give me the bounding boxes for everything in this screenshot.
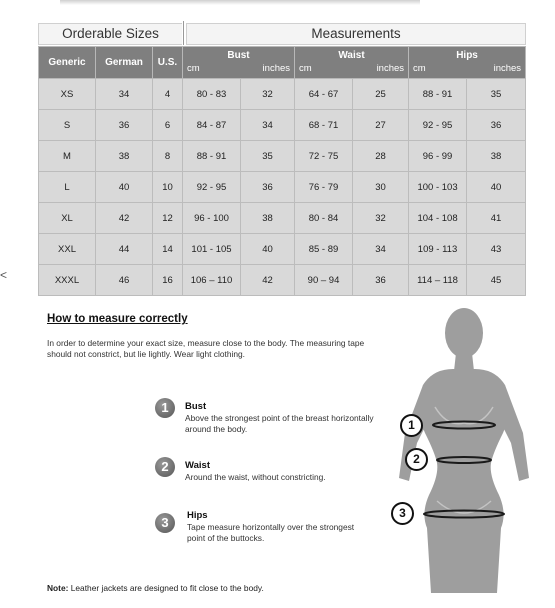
table-cell: 36 [353, 265, 409, 296]
body-silhouette-figure [395, 303, 540, 593]
table-cell: 38 [467, 141, 526, 172]
table-cell: 104 - 108 [409, 203, 467, 234]
table-cell: 16 [153, 265, 183, 296]
table-cell: 88 - 91 [409, 79, 467, 110]
table-cell: 30 [353, 172, 409, 203]
table-cell: 32 [353, 203, 409, 234]
table-cell: S [39, 110, 96, 141]
waist-unit-inches: inches [376, 63, 405, 74]
table-cell: 27 [353, 110, 409, 141]
bust-unit-cm: cm [187, 63, 200, 74]
step-number-3: 3 [155, 513, 175, 533]
table-cell: 92 - 95 [409, 110, 467, 141]
group-header-measurements-label: Measurements [311, 26, 401, 41]
table-cell: 32 [241, 79, 295, 110]
table-cell: 109 - 113 [409, 234, 467, 265]
table-cell: 76 - 79 [295, 172, 353, 203]
cropped-heading-strip [60, 0, 420, 5]
table-cell: 101 - 105 [183, 234, 241, 265]
table-row [39, 265, 526, 296]
table-cell: 84 - 87 [183, 110, 241, 141]
table-cell: 40 [467, 172, 526, 203]
bust-unit-inches: inches [262, 63, 291, 74]
table-cell: M [39, 141, 96, 172]
table-cell: 92 - 95 [183, 172, 241, 203]
header-hips-label: Hips [456, 50, 478, 61]
table-cell: L [39, 172, 96, 203]
table-cell: XS [39, 79, 96, 110]
table-cell: 72 - 75 [295, 141, 353, 172]
header-generic: Generic [39, 47, 96, 79]
step-desc-hips: Tape measure horizontally over the strongest point of the buttocks. [187, 522, 355, 543]
table-cell: 68 - 71 [295, 110, 353, 141]
table-cell: 64 - 67 [295, 79, 353, 110]
step-title-bust: Bust [185, 401, 207, 412]
table-cell: 90 – 94 [295, 265, 353, 296]
note-label: Note: [47, 583, 69, 593]
table-cell: 38 [96, 141, 153, 172]
table-row [39, 141, 526, 172]
table-cell: 36 [96, 110, 153, 141]
table-cell: 96 - 100 [183, 203, 241, 234]
table-cell: 36 [467, 110, 526, 141]
figure-marker-3: 3 [391, 502, 414, 525]
table-cell: 12 [153, 203, 183, 234]
footer-note [47, 583, 264, 593]
header-waist-label: Waist [338, 50, 365, 61]
note-text: Leather jackets are designed to fit close to the body. [68, 583, 264, 593]
header-waist [295, 47, 409, 79]
table-cell: 42 [241, 265, 295, 296]
table-row [39, 172, 526, 203]
header-german: German [96, 47, 153, 79]
side-edge-mark: < [0, 268, 8, 282]
header-bust-label: Bust [227, 50, 250, 61]
table-cell: 4 [153, 79, 183, 110]
table-cell: 80 - 83 [183, 79, 241, 110]
step-desc-bust: Above the strongest point of the breast horizontally around the body. [185, 413, 374, 434]
step-title-hips: Hips [187, 510, 208, 521]
table-cell: 80 - 84 [295, 203, 353, 234]
step-desc-waist: Around the waist, without constricting. [185, 472, 326, 482]
step-title-waist: Waist [185, 460, 210, 471]
table-cell: 45 [467, 265, 526, 296]
table-cell: 35 [467, 79, 526, 110]
table-cell: 40 [96, 172, 153, 203]
table-cell: 34 [353, 234, 409, 265]
size-chart-table [38, 46, 526, 296]
group-header-orderable-label: Orderable Sizes [62, 26, 159, 41]
table-cell: 40 [241, 234, 295, 265]
figure-marker-2: 2 [405, 448, 428, 471]
group-header-measurements [186, 23, 526, 45]
header-hips [409, 47, 526, 79]
table-cell: 44 [96, 234, 153, 265]
howto-intro: In order to determine your exact size, measure close to the body. The measuring tape should not constrict, but lie lightly. Wear light clothing. [47, 338, 365, 359]
table-cell: 14 [153, 234, 183, 265]
table-cell: XXXL [39, 265, 96, 296]
table-cell: 38 [241, 203, 295, 234]
figure-marker-1: 1 [400, 414, 423, 437]
table-cell: 35 [241, 141, 295, 172]
table-cell: 41 [467, 203, 526, 234]
table-cell: 88 - 91 [183, 141, 241, 172]
group-header-orderable-sizes [38, 23, 182, 45]
table-cell: 28 [353, 141, 409, 172]
waist-unit-cm: cm [299, 63, 312, 74]
table-cell: 85 - 89 [295, 234, 353, 265]
table-row [39, 79, 526, 110]
table-cell: 42 [96, 203, 153, 234]
table-cell: 34 [96, 79, 153, 110]
table-cell: 34 [241, 110, 295, 141]
hips-unit-inches: inches [493, 63, 522, 74]
header-bust [183, 47, 295, 79]
table-cell: 46 [96, 265, 153, 296]
table-cell: 106 – 110 [183, 265, 241, 296]
table-cell: XXL [39, 234, 96, 265]
group-header-divider [183, 21, 184, 45]
table-cell: 96 - 99 [409, 141, 467, 172]
step-number-2: 2 [155, 457, 175, 477]
step-number-1: 1 [155, 398, 175, 418]
table-header-row [39, 47, 526, 79]
hips-unit-cm: cm [413, 63, 426, 74]
table-cell: 100 - 103 [409, 172, 467, 203]
table-cell: 36 [241, 172, 295, 203]
table-row [39, 110, 526, 141]
header-us: U.S. [153, 47, 183, 79]
howto-title: How to measure correctly [47, 313, 188, 325]
table-row [39, 203, 526, 234]
table-cell: XL [39, 203, 96, 234]
table-cell: 10 [153, 172, 183, 203]
table-row [39, 234, 526, 265]
table-cell: 6 [153, 110, 183, 141]
table-cell: 43 [467, 234, 526, 265]
table-cell: 114 – 118 [409, 265, 467, 296]
table-cell: 8 [153, 141, 183, 172]
table-cell: 25 [353, 79, 409, 110]
